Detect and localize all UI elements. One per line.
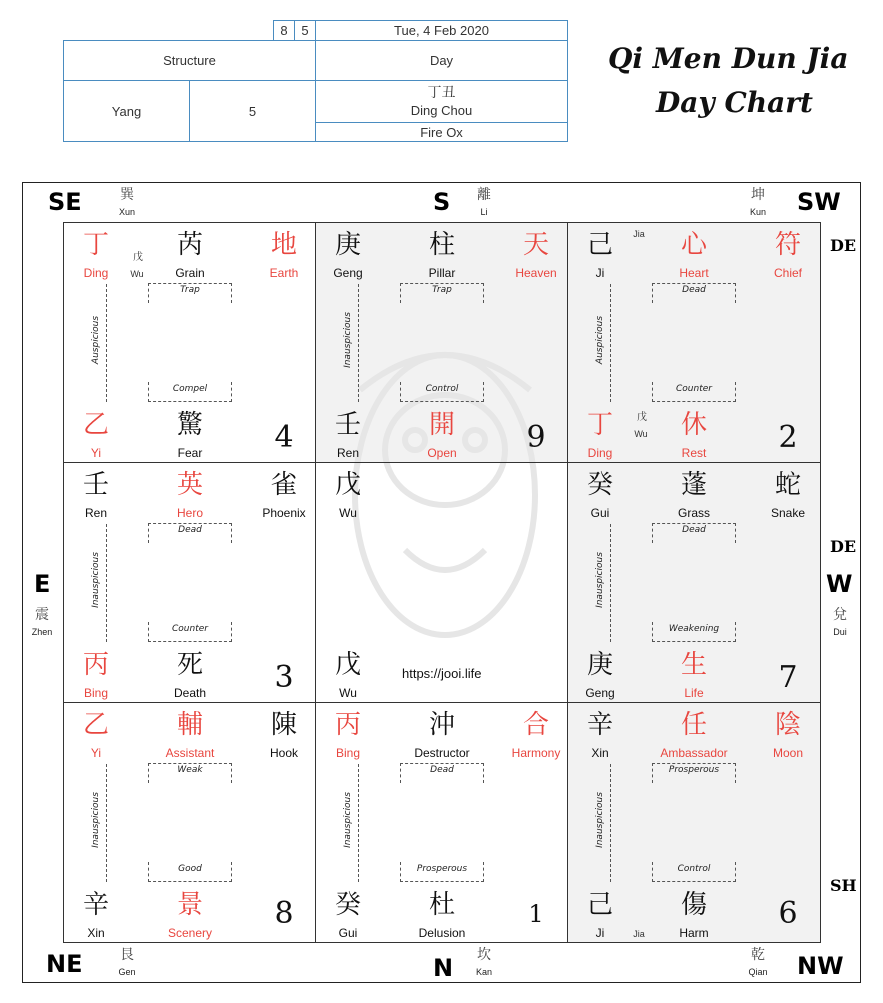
se-stem-bottom: 乙 bbox=[82, 410, 109, 440]
ne-deity-label: Hook bbox=[269, 746, 298, 760]
grid-divider bbox=[315, 222, 316, 943]
yin-yang-value: Yang bbox=[63, 80, 190, 142]
s-stem-bottom: 壬 bbox=[334, 410, 361, 440]
n-door-label: Delusion bbox=[418, 926, 466, 940]
trigram-ne-en: Gen bbox=[118, 967, 136, 977]
e-door: 死 bbox=[176, 650, 203, 680]
e-auspice: Inauspicious bbox=[91, 552, 101, 608]
chart-title: Qi Men Dun Jia bbox=[608, 42, 849, 75]
n-deity-label: Harmony bbox=[511, 746, 561, 760]
e-door-label: Death bbox=[173, 686, 207, 700]
c-stem-bottom-label: Wu bbox=[339, 686, 357, 700]
trigram-s-cn: 離 bbox=[477, 187, 491, 203]
side-mark-de-top: DE bbox=[830, 236, 857, 255]
sw-stem-top-label: Ji bbox=[595, 266, 605, 280]
grid-divider bbox=[567, 222, 568, 943]
se-bottom-status: Compel bbox=[148, 382, 232, 402]
trigram-s-en: Li bbox=[480, 207, 488, 217]
w-door-label: Life bbox=[684, 686, 704, 700]
ne-bottom-status: Good bbox=[148, 862, 232, 882]
nw-stem-top: 辛 bbox=[586, 710, 613, 740]
header-number-a: 8 bbox=[273, 20, 295, 41]
s-door: 開 bbox=[428, 410, 455, 440]
n-deity: 合 bbox=[522, 710, 549, 740]
trigram-se-cn: 巽 bbox=[120, 187, 134, 203]
nw-stem-top-label: Xin bbox=[591, 746, 609, 760]
se-small-stem-label: Wu bbox=[130, 269, 144, 279]
trigram-e-cn: 震 bbox=[35, 607, 49, 623]
direction-e: E bbox=[34, 570, 51, 598]
nw-deity: 陰 bbox=[774, 710, 801, 740]
ne-stem-bottom: 辛 bbox=[82, 890, 109, 920]
se-small-stem: 戊 bbox=[133, 252, 143, 263]
header-date: Tue, 4 Feb 2020 bbox=[315, 20, 568, 41]
direction-ne: NE bbox=[46, 950, 83, 978]
sw-bottom-status: Counter bbox=[652, 382, 736, 402]
trigram-e-en: Zhen bbox=[31, 627, 53, 637]
sw-door: 休 bbox=[680, 410, 707, 440]
s-deity: 天 bbox=[522, 230, 549, 260]
nw-deity-label: Moon bbox=[772, 746, 804, 760]
w-stem-bottom-label: Geng bbox=[585, 686, 615, 700]
nw-small-bottom-label: Jia bbox=[633, 929, 645, 939]
s-auspice: Inauspicious bbox=[343, 312, 353, 368]
ne-deity: 陳 bbox=[270, 710, 297, 740]
trigram-nw-en: Qian bbox=[748, 967, 768, 977]
direction-s: S bbox=[433, 188, 451, 216]
nw-star-label: Ambassador bbox=[660, 746, 728, 760]
c-stem-bottom: 戊 bbox=[334, 650, 361, 680]
e-stem-top-label: Ren bbox=[84, 506, 107, 520]
w-deity: 蛇 bbox=[774, 470, 801, 500]
ne-door: 景 bbox=[176, 890, 203, 920]
se-deity: 地 bbox=[270, 230, 297, 260]
day-pillar-en: Ding Chou bbox=[410, 102, 473, 118]
structure-label: Structure bbox=[63, 40, 316, 81]
se-top-status: Trap bbox=[148, 283, 232, 303]
n-top-status: Dead bbox=[400, 763, 484, 783]
nw-palace-number: 6 bbox=[778, 896, 798, 931]
n-palace-number: 1 bbox=[528, 900, 544, 928]
ne-stem-bottom-label: Xin bbox=[87, 926, 105, 940]
header-number-b: 5 bbox=[294, 20, 316, 41]
se-divider bbox=[106, 284, 107, 402]
site-url[interactable]: https://jooi.life bbox=[402, 666, 482, 681]
trigram-sw-cn: 坤 bbox=[751, 187, 765, 203]
n-star: 沖 bbox=[428, 710, 455, 740]
n-stem-top-label: Bing bbox=[335, 746, 361, 760]
side-mark-de-mid: DE bbox=[830, 537, 857, 556]
w-stem-top: 癸 bbox=[586, 470, 613, 500]
s-stem-bottom-label: Ren bbox=[336, 446, 359, 460]
direction-n: N bbox=[433, 954, 454, 982]
s-stem-top-label: Geng bbox=[333, 266, 363, 280]
sw-small-top-label: Jia bbox=[633, 229, 645, 239]
e-star: 英 bbox=[176, 470, 203, 500]
sw-door-label: Rest bbox=[681, 446, 707, 460]
e-star-label: Hero bbox=[176, 506, 203, 520]
se-stem-bottom-label: Yi bbox=[90, 446, 102, 460]
e-divider bbox=[106, 524, 107, 642]
ne-stem-top: 乙 bbox=[82, 710, 109, 740]
w-deity-label: Snake bbox=[770, 506, 806, 520]
w-auspice: Inauspicious bbox=[595, 552, 605, 608]
direction-sw: SW bbox=[797, 188, 841, 216]
sw-deity: 符 bbox=[774, 230, 801, 260]
se-door-label: Fear bbox=[177, 446, 203, 460]
e-palace-number: 3 bbox=[274, 660, 294, 695]
ne-top-status: Weak bbox=[148, 763, 232, 783]
ne-star: 輔 bbox=[176, 710, 203, 740]
se-star: 芮 bbox=[176, 230, 203, 260]
nine-palace-grid bbox=[63, 222, 821, 943]
nw-bottom-status: Control bbox=[652, 862, 736, 882]
nw-top-status: Prosperous bbox=[652, 763, 736, 783]
s-star-label: Pillar bbox=[428, 266, 456, 280]
day-animal: Fire Ox bbox=[315, 122, 568, 142]
w-palace-number: 7 bbox=[778, 660, 798, 695]
trigram-ne-cn: 艮 bbox=[120, 947, 134, 963]
e-bottom-status: Counter bbox=[148, 622, 232, 642]
sw-stem-bottom-label: Ding bbox=[587, 446, 613, 460]
trigram-n-en: Kan bbox=[475, 967, 492, 977]
nw-stem-bottom: 己 bbox=[586, 890, 613, 920]
trigram-w-en: Dui bbox=[833, 627, 847, 637]
trigram-se-en: Xun bbox=[118, 207, 135, 217]
se-palace-number: 4 bbox=[274, 420, 294, 455]
trigram-sw-en: Kun bbox=[749, 207, 766, 217]
chart-subtitle: Day Chart bbox=[656, 86, 813, 119]
nw-divider bbox=[610, 764, 611, 882]
trigram-w-cn: 兌 bbox=[833, 607, 847, 623]
s-top-status: Trap bbox=[400, 283, 484, 303]
n-stem-bottom: 癸 bbox=[334, 890, 361, 920]
w-top-status: Dead bbox=[652, 523, 736, 543]
se-deity-label: Earth bbox=[269, 266, 299, 280]
w-stem-top-label: Gui bbox=[590, 506, 610, 520]
se-door: 驚 bbox=[176, 410, 203, 440]
s-divider bbox=[358, 284, 359, 402]
c-stem-top: 戊 bbox=[334, 470, 361, 500]
w-star-label: Grass bbox=[677, 506, 710, 520]
e-deity-label: Phoenix bbox=[262, 506, 306, 520]
ne-divider bbox=[106, 764, 107, 882]
sw-small-stem: 戊 bbox=[637, 412, 647, 423]
e-stem-top: 壬 bbox=[82, 470, 109, 500]
s-palace-number: 9 bbox=[526, 420, 546, 455]
se-stem-top-label: Ding bbox=[83, 266, 109, 280]
e-top-status: Dead bbox=[148, 523, 232, 543]
direction-se: SE bbox=[48, 188, 82, 216]
n-stem-bottom-label: Gui bbox=[338, 926, 358, 940]
w-bottom-status: Weakening bbox=[652, 622, 736, 642]
direction-w: W bbox=[826, 570, 853, 598]
e-stem-bottom-label: Bing bbox=[83, 686, 109, 700]
n-door: 杜 bbox=[428, 890, 455, 920]
sw-deity-label: Chief bbox=[773, 266, 802, 280]
sw-star-label: Heart bbox=[679, 266, 709, 280]
s-stem-top: 庚 bbox=[334, 230, 361, 260]
ne-door-label: Scenery bbox=[167, 926, 213, 940]
trigram-n-cn: 坎 bbox=[477, 947, 491, 963]
sw-stem-bottom: 丁 bbox=[586, 410, 613, 440]
ne-stem-top-label: Yi bbox=[90, 746, 102, 760]
se-auspice: Auspicious bbox=[91, 315, 101, 365]
se-stem-top: 丁 bbox=[82, 230, 109, 260]
nw-door: 傷 bbox=[680, 890, 707, 920]
ne-auspice: Inauspicious bbox=[91, 792, 101, 848]
e-stem-bottom: 丙 bbox=[82, 650, 109, 680]
grid-divider bbox=[63, 702, 821, 703]
w-stem-bottom: 庚 bbox=[586, 650, 613, 680]
n-stem-top: 丙 bbox=[334, 710, 361, 740]
se-star-label: Grain bbox=[175, 266, 205, 280]
w-star: 蓬 bbox=[680, 470, 707, 500]
sw-star: 心 bbox=[680, 230, 707, 260]
structure-number: 5 bbox=[189, 80, 316, 142]
grid-divider bbox=[63, 462, 821, 463]
s-deity-label: Heaven bbox=[515, 266, 557, 280]
day-pillar-cn: 丁丑 bbox=[427, 84, 456, 101]
trigram-nw-cn: 乾 bbox=[751, 947, 765, 963]
sw-top-status: Dead bbox=[652, 283, 736, 303]
day-pillar bbox=[315, 80, 568, 123]
n-star-label: Destructor bbox=[414, 746, 470, 760]
s-bottom-status: Control bbox=[400, 382, 484, 402]
n-divider bbox=[358, 764, 359, 882]
nw-door-label: Harm bbox=[679, 926, 709, 940]
n-auspice: Inauspicious bbox=[343, 792, 353, 848]
n-bottom-status: Prosperous bbox=[400, 862, 484, 882]
nw-stem-bottom-label: Ji bbox=[595, 926, 605, 940]
c-stem-top-label: Wu bbox=[339, 506, 357, 520]
sw-stem-top: 己 bbox=[586, 230, 613, 260]
s-door-label: Open bbox=[427, 446, 457, 460]
w-divider bbox=[610, 524, 611, 642]
nw-star: 任 bbox=[680, 710, 707, 740]
sw-auspice: Auspicious bbox=[595, 315, 605, 365]
s-star: 柱 bbox=[428, 230, 455, 260]
ne-palace-number: 8 bbox=[274, 896, 294, 931]
ne-star-label: Assistant bbox=[165, 746, 215, 760]
side-mark-sh: SH bbox=[830, 876, 857, 895]
day-label: Day bbox=[315, 40, 568, 81]
sw-small-stem-label: Wu bbox=[634, 429, 648, 439]
w-door: 生 bbox=[680, 650, 707, 680]
nw-auspice: Inauspicious bbox=[595, 792, 605, 848]
sw-palace-number: 2 bbox=[778, 420, 798, 455]
direction-nw: NW bbox=[797, 952, 844, 980]
sw-divider bbox=[610, 284, 611, 402]
e-deity: 雀 bbox=[270, 470, 297, 500]
